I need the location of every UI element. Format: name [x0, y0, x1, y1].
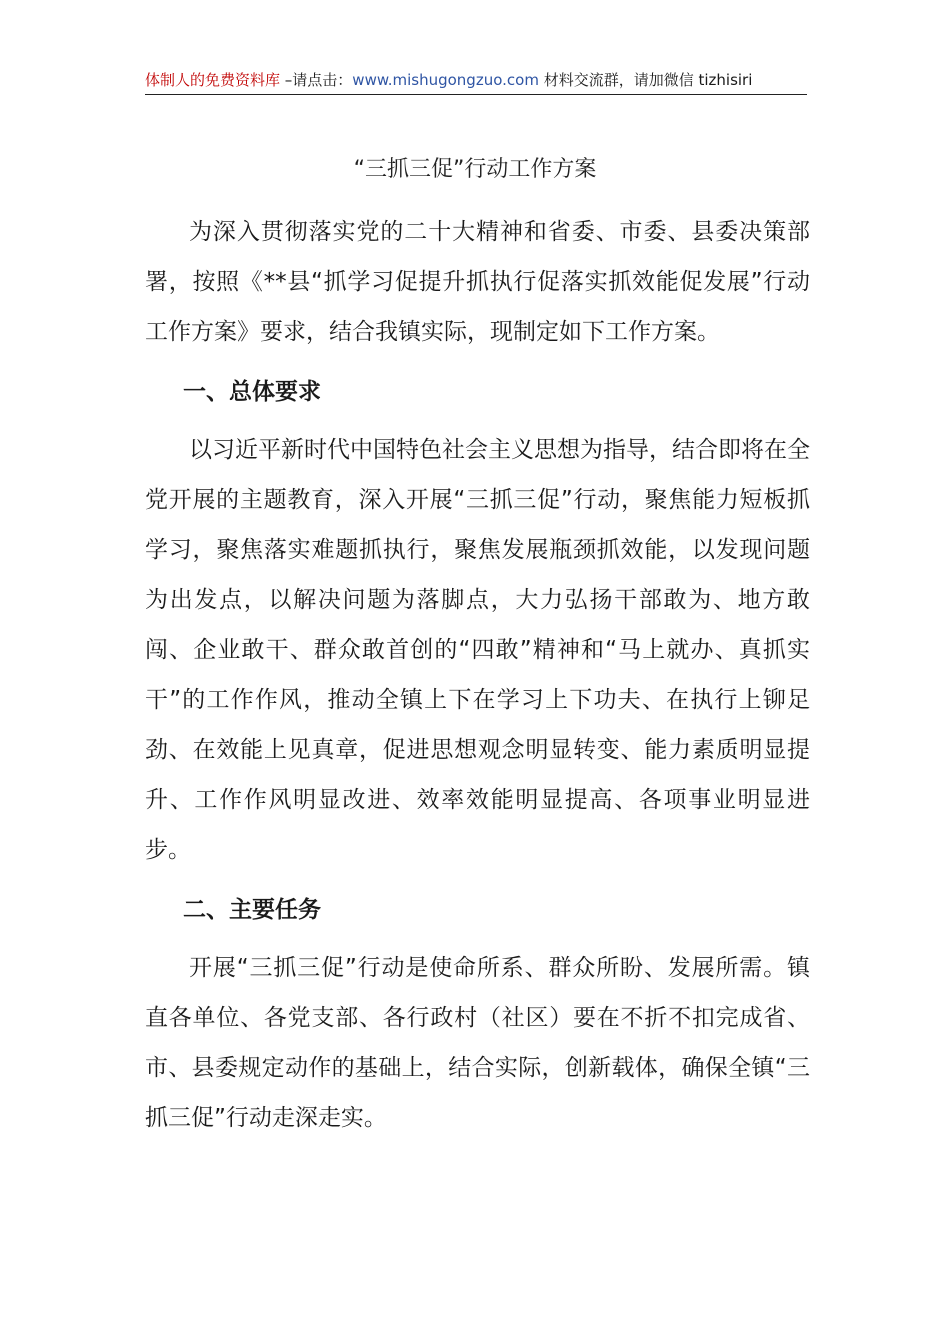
header-url-link[interactable]: www.mishugongzuo.com — [352, 71, 539, 89]
page-header — [145, 70, 807, 95]
header-brand: 体制人的免费资料库 — [145, 71, 281, 89]
section-2-paragraph: 开展“三抓三促”行动是使命所系、群众所盼、发展所需。镇直各单位、各党支部、各行政村（社区）要在不折不扣完成省、市、县委规定动作的基础上，结合实际，创新载体，确保全镇“三抓三促”行动走深走实。 — [145, 955, 810, 1131]
document-title: “三抓三促”行动工作方案 — [353, 157, 597, 182]
document-body — [145, 207, 810, 1143]
section-heading-1: 一、总体要求 — [183, 379, 321, 405]
header-contact: 材料交流群，请加微信 tizhisiri — [538, 71, 753, 89]
section-heading-2: 二、主要任务 — [183, 897, 321, 923]
intro-paragraph: 为深入贯彻落实党的二十大精神和省委、市委、县委决策部署，按照《**县“抓学习促提升抓执行促落实抓效能促发展”行动工作方案》要求，结合我镇实际，现制定如下工作方案。 — [145, 219, 810, 345]
header-prompt: –请点击： — [280, 71, 353, 89]
section-1-paragraph: 以习近平新时代中国特色社会主义思想为指导，结合即将在全党开展的主题教育，深入开展“三抓三促”行动，聚焦能力短板抓学习，聚焦落实难题抓执行，聚焦发展瓶颈抓效能，以发现问题为出发点，以解决问题为落脚点，大力弘扬干部敢为、地方敢闯、企业敢干、群众敢首创的“四敢”精神和“马上就办、真抓实干”的工作作风，推动全镇上下在学习上下功夫、在执行上铆足劲、在效能上见真章，促进思想观念明显转变、能力素质明显提升、工作作风明显改进、效率效能明显提高、各项事业明显进步。 — [145, 437, 810, 863]
